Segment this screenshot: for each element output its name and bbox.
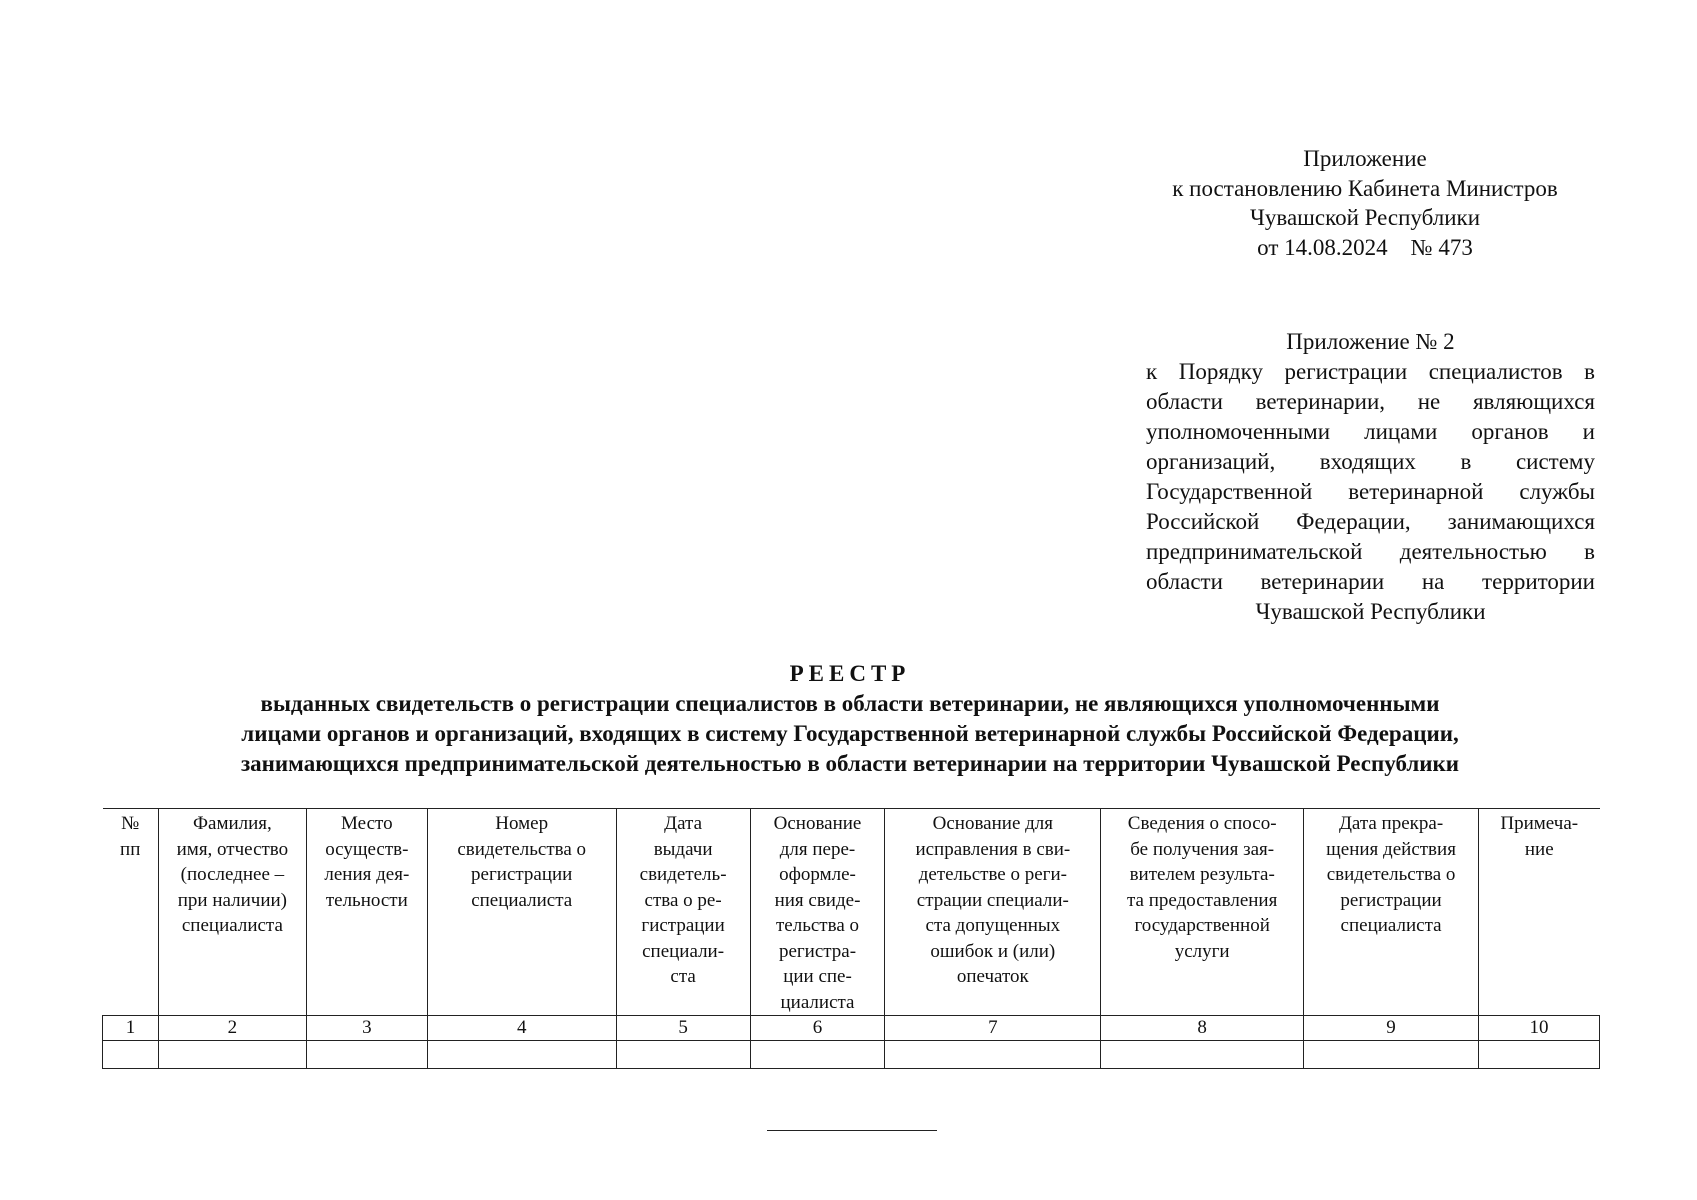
- table-cell: [427, 1041, 616, 1069]
- appendix-main-date-number: от 14.08.2024 № 473: [1257, 234, 1473, 260]
- table-cell: [158, 1041, 306, 1069]
- table-row: [103, 1041, 1600, 1069]
- column-number-cell: 1: [103, 1016, 159, 1041]
- table-header-cell: Дата прекра- щения действия свидетельства о регистрации специалиста: [1304, 809, 1479, 1016]
- column-number-cell: 6: [750, 1016, 885, 1041]
- table-header-cell: Фамилия, имя, отчество (последнее – при наличии) специалиста: [158, 809, 306, 1016]
- table-header-cell: Дата выдачи свидетель- ства о ре- гистрации специали- ста: [616, 809, 750, 1016]
- registry-heading: РЕЕСТР: [789, 661, 911, 686]
- registry-subtitle-line: лицами органов и организаций, входящих в систему Государственной ветеринарной службы Российской Федерации,: [241, 721, 1459, 746]
- column-number-cell: 2: [158, 1016, 306, 1041]
- column-number-row: [103, 1016, 1600, 1041]
- table-header-row: [103, 809, 1600, 1016]
- table-cell: [750, 1041, 885, 1069]
- table-cell: [1304, 1041, 1479, 1069]
- column-number-cell: 8: [1101, 1016, 1304, 1041]
- column-number-cell: 4: [427, 1016, 616, 1041]
- registry-subtitle-line: выданных свидетельств о регистрации специалистов в области ветеринарии, не являющихся уполномоченными: [260, 691, 1440, 716]
- column-number-cell: 3: [306, 1016, 427, 1041]
- table-header-cell: № пп: [103, 809, 159, 1016]
- table-header-cell: Примеча- ние: [1479, 809, 1600, 1016]
- appendix-main-line: Чувашской Республики: [1249, 205, 1481, 230]
- table-header-cell: Основание для пере- оформле- ния свиде- тельства о регистра- ции спе- циалиста: [750, 809, 885, 1016]
- appendix-main-line: Приложение: [1303, 146, 1427, 171]
- appendix-main-line: к постановлению Кабинета Министров: [1172, 175, 1558, 201]
- table-header-cell: Место осуществ- ления дея- тельности: [306, 809, 427, 1016]
- table-cell: [306, 1041, 427, 1069]
- document-end-rule: [767, 1130, 937, 1131]
- table-cell: [1101, 1041, 1304, 1069]
- registry-title-block: [120, 659, 1580, 779]
- column-number-cell: 9: [1304, 1016, 1479, 1041]
- table-cell: [885, 1041, 1101, 1069]
- appendix-2-block: [1146, 327, 1595, 627]
- table-header-cell: Сведения о спосо- бе получения зая- вителем результа- та предоставления государственной услуги: [1101, 809, 1304, 1016]
- table-cell: [616, 1041, 750, 1069]
- registry-table: [102, 808, 1600, 1069]
- registry-subtitle-line: занимающихся предпринимательской деятельностью в области ветеринарии на территории Чувашской Республики: [240, 751, 1460, 776]
- appendix-2-body: к Порядку регистрации специалистов в области ветеринарии, не являющихся уполномоченными лицами органов и организаций, входящих в систему Государственной ветеринарной службы Российской Федерации, занимающихся предпринимательской деятельностью в области ветеринарии на территории Чувашской Республики: [1146, 359, 1595, 624]
- column-number-cell: 7: [885, 1016, 1101, 1041]
- appendix-main-block: [1135, 144, 1595, 262]
- table-cell: [1479, 1041, 1600, 1069]
- column-number-cell: 5: [616, 1016, 750, 1041]
- table-header-cell: Номер свидетельства о регистрации специалиста: [427, 809, 616, 1016]
- table-cell: [103, 1041, 159, 1069]
- table-header-cell: Основание для исправления в сви- детельстве о реги- страции специали- ста допущенных ошибок и (или) опечаток: [885, 809, 1101, 1016]
- appendix-2-title: Приложение № 2: [1286, 329, 1455, 354]
- column-number-cell: 10: [1479, 1016, 1600, 1041]
